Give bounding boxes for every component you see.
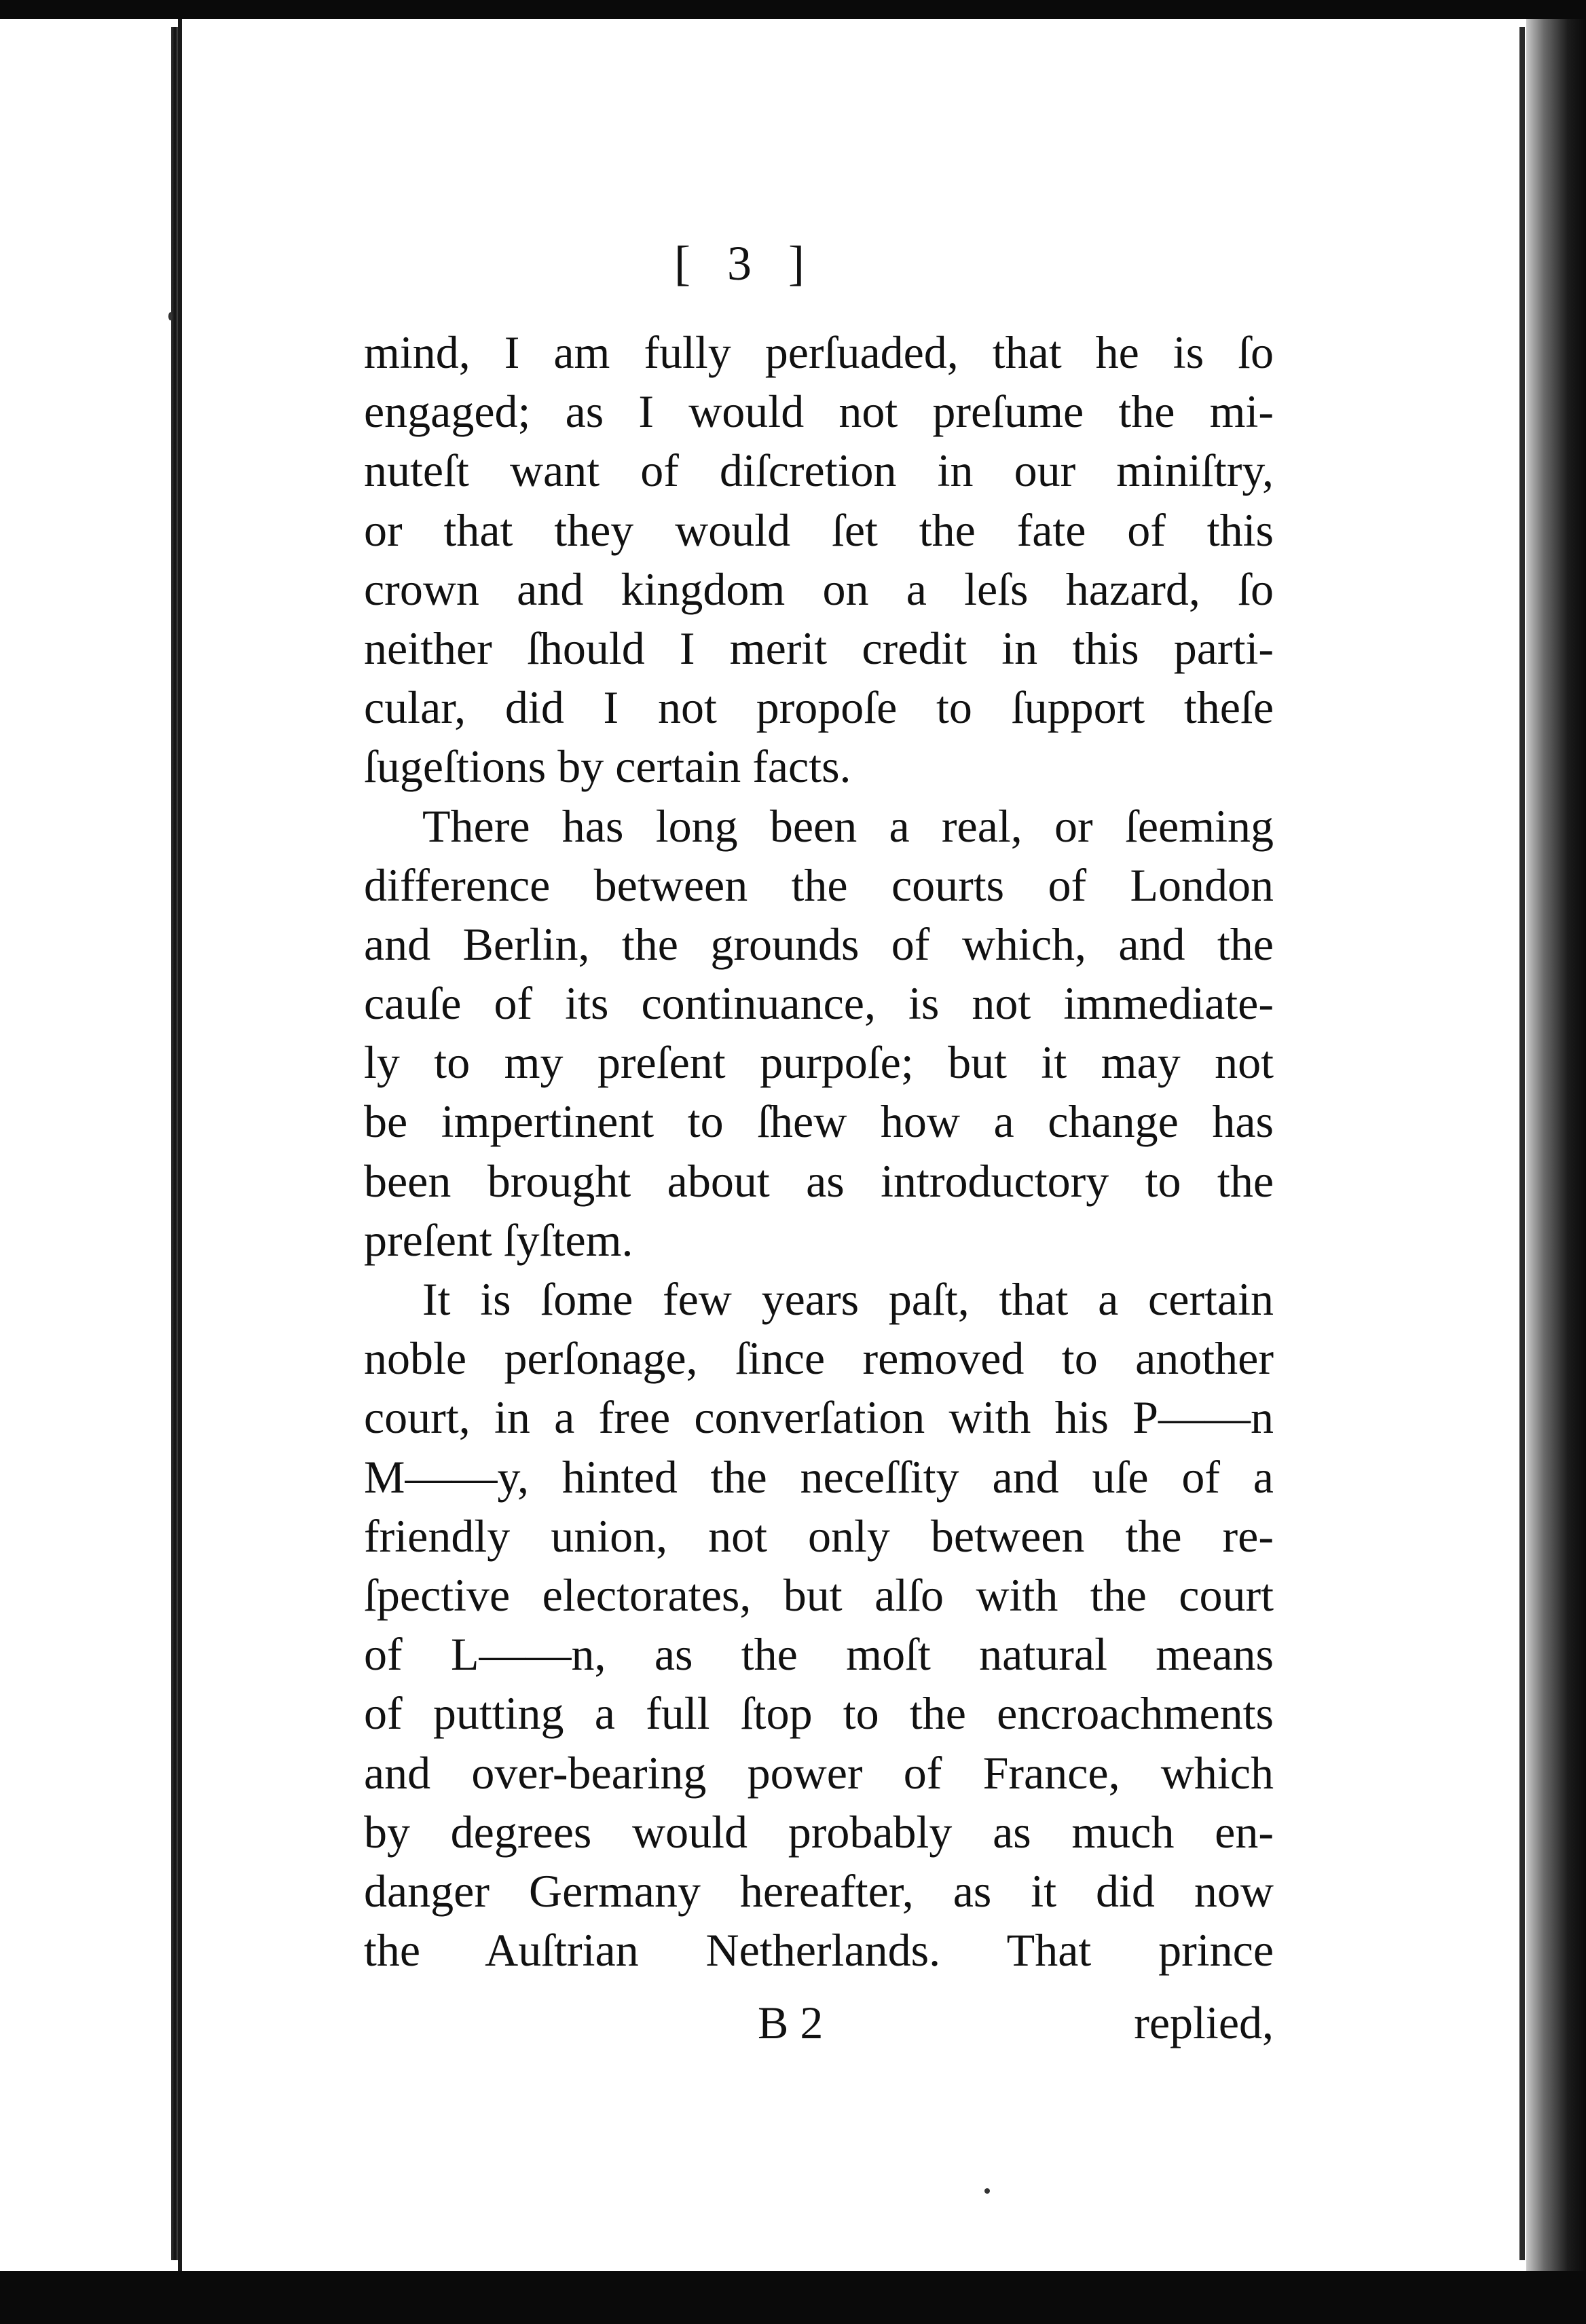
text-line: mind, I am fully perſuaded, that he is ſo <box>364 326 1274 378</box>
text-line: of putting a full ſtop to the encroachments <box>364 1687 1274 1740</box>
catchword: replied, <box>1134 1997 1274 2048</box>
text-line: and over-bearing power of France, which <box>364 1746 1274 1799</box>
text-line: by degrees would probably as much en- <box>364 1805 1274 1858</box>
text-line: noble perſonage, ſince removed to another <box>364 1332 1274 1385</box>
text-line: M——y, hinted the neceſſity and uſe of a <box>364 1450 1274 1503</box>
text-line: cauſe of its continuance, is not immediate- <box>364 977 1274 1030</box>
text-line: preſent ſyſtem. <box>364 1214 633 1266</box>
text-line: nuteſt want of diſcretion in our miniſtry, <box>364 445 1274 497</box>
page-footer <box>364 1995 1274 2050</box>
text-line: ſpective electorates, but alſo with the court <box>364 1569 1274 1621</box>
ink-speck <box>168 312 172 320</box>
text-line: ly to my preſent purpoſe; but it may not <box>364 1036 1274 1089</box>
text-line: and Berlin, the grounds of which, and the <box>364 918 1274 970</box>
text-line: the Auſtrian Netherlands. That prince <box>364 1924 1274 1976</box>
text-line: friendly union, not only between the re- <box>364 1510 1274 1562</box>
scan-left-margin <box>0 19 182 2271</box>
text-line: danger Germany hereafter, as it did now <box>364 1864 1274 1917</box>
text-line: It is ſome few years paſt, that a certain <box>422 1273 1274 1325</box>
book-spine-edge <box>171 27 178 2260</box>
ink-speck <box>984 2188 990 2194</box>
signature-mark: B 2 <box>758 1997 824 2048</box>
text-line: neither ſhould I merit credit in this parti- <box>364 622 1274 674</box>
text-line: difference between the courts of London <box>364 859 1274 911</box>
scan-right-page-edges <box>1526 19 1586 2271</box>
text-line: or that they would ſet the fate of this <box>364 504 1274 556</box>
text-line: crown and kingdom on a leſs hazard, ſo <box>364 563 1274 615</box>
page-right-border <box>1519 27 1525 2260</box>
text-line: been brought about as introductory to the <box>364 1155 1274 1207</box>
text-line: There has long been a real, or ſeeming <box>422 800 1274 852</box>
page-number-header: [ 3 ] <box>674 236 817 290</box>
scan-top-border <box>0 0 1586 19</box>
text-line: ſugeſtions by certain facts. <box>364 741 851 793</box>
text-line: of L——n, as the moſt natural means <box>364 1628 1274 1681</box>
text-line: engaged; as I would not preſume the mi- <box>364 386 1274 438</box>
text-line: court, in a free converſation with his P——n <box>364 1391 1274 1444</box>
scan-bottom-border <box>0 2271 1586 2324</box>
text-line: be impertinent to ſhew how a change has <box>364 1095 1274 1148</box>
text-line: cular, did I not propoſe to ſupport theſe <box>364 681 1274 734</box>
page-body-text <box>364 323 1274 1980</box>
